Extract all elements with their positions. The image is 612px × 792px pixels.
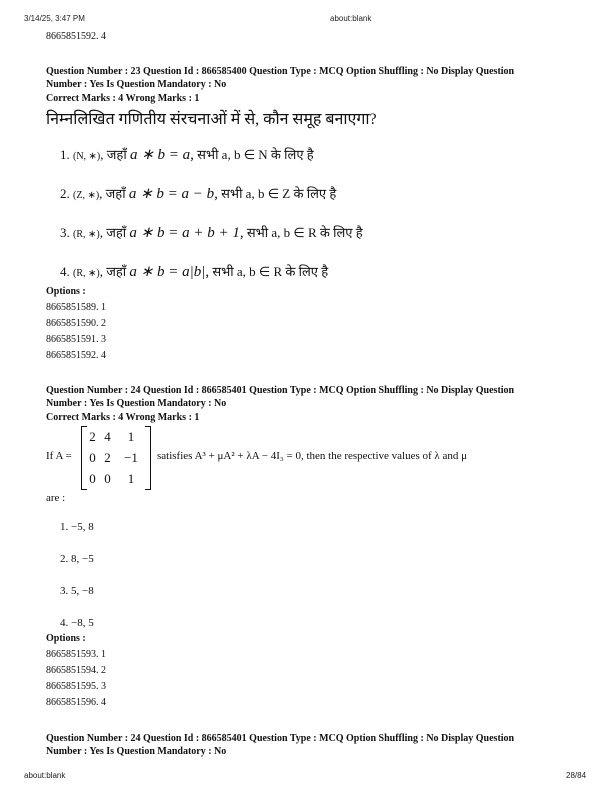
q24-option-4: 8665851596. 4 bbox=[46, 697, 106, 708]
q23-meta-line-1: Question Number : 23 Question Id : 866585400 Question Type : MCQ Option Shuffling : No Display Question bbox=[46, 66, 515, 77]
q23-option-1: 8665851589. 1 bbox=[46, 302, 106, 313]
matrix-cell: −1 bbox=[124, 449, 138, 465]
q24-options-label: Options : bbox=[46, 633, 86, 644]
q24-if-text: If A = bbox=[46, 450, 72, 462]
q24-choice-4: 4. −8, 5 bbox=[60, 617, 94, 629]
print-title: about:blank bbox=[330, 14, 372, 23]
q23-choice-1: 1. (N, ∗), जहाँ a ∗ b = a, सभी a, b ∈ N के लिए है bbox=[60, 147, 314, 163]
q23-question-text: निम्नलिखित गणितीय संरचनाओं में से, कौन समूह बनाएगा? bbox=[46, 111, 377, 128]
choice-number: 3. bbox=[60, 225, 70, 240]
matrix-cell: 4 bbox=[104, 428, 111, 444]
choice-condition: सभी a, b ∈ R के लिए है bbox=[212, 264, 329, 279]
matrix-row bbox=[85, 469, 147, 490]
q24-option-2: 8665851594. 2 bbox=[46, 665, 106, 676]
choice-where: जहाँ bbox=[106, 225, 127, 240]
print-datetime: 3/14/25, 3:47 PM bbox=[24, 14, 85, 23]
q23-choice-2: 2. (Z, ∗), जहाँ a ∗ b = a − b, सभी a, b ∈ Z के लिए है bbox=[60, 186, 337, 202]
q24-matrix bbox=[81, 426, 151, 490]
q24b-meta-line-1: Question Number : 24 Question Id : 866585401 Question Type : MCQ Option Shuffling : No Display Question bbox=[46, 733, 515, 744]
matrix-row bbox=[85, 426, 147, 447]
q24-meta-line-1: Question Number : 24 Question Id : 866585401 Question Type : MCQ Option Shuffling : No Display Question bbox=[46, 385, 515, 396]
choice-where: जहाँ bbox=[105, 186, 126, 201]
q24-option-3: 8665851595. 3 bbox=[46, 681, 106, 692]
choice-condition: सभी a, b ∈ R के लिए है bbox=[246, 225, 363, 240]
choice-number: 4. bbox=[60, 264, 70, 279]
print-page-number: 28/84 bbox=[566, 771, 587, 780]
choice-condition: सभी a, b ∈ Z के लिए है bbox=[221, 186, 337, 201]
choice-number: 2. bbox=[60, 186, 70, 201]
matrix-table bbox=[85, 426, 147, 490]
q23-option-3: 8665851591. 3 bbox=[46, 334, 106, 345]
choice-expression: a ∗ b = a + b + 1, bbox=[129, 225, 244, 241]
choice-condition: सभी a, b ∈ N के लिए है bbox=[197, 147, 314, 162]
choice-expression: a ∗ b = a − b, bbox=[128, 186, 218, 202]
matrix-cell: 0 bbox=[104, 471, 111, 487]
q24-are-text: are : bbox=[46, 492, 66, 504]
q24-option-1: 8665851593. 1 bbox=[46, 649, 106, 660]
q24b-meta-line-2: Number : Yes Is Question Mandatory : No bbox=[46, 746, 227, 757]
matrix-row bbox=[85, 447, 147, 468]
matrix-cell: 0 bbox=[89, 449, 96, 465]
q24-meta-line-2: Number : Yes Is Question Mandatory : No bbox=[46, 398, 227, 409]
matrix-cell: 2 bbox=[89, 428, 96, 444]
q24-satisfies-text: satisfies A³ + μA² + λA − 4I₃ = 0, then the respective values of λ and μ bbox=[157, 450, 468, 462]
matrix-cell: 2 bbox=[104, 449, 111, 465]
q23-choice-3: 3. (R, ∗), जहाँ a ∗ b = a + b + 1, सभी a, b ∈ R के लिए है bbox=[60, 225, 363, 241]
q23-options-label: Options : bbox=[46, 286, 86, 297]
choice-where: जहाँ bbox=[106, 264, 127, 279]
matrix-cell: 0 bbox=[89, 471, 96, 487]
matrix-cell: 1 bbox=[127, 471, 135, 487]
prev-option-tail: 8665851592. 4 bbox=[46, 31, 106, 42]
q23-option-2: 8665851590. 2 bbox=[46, 318, 106, 329]
q24-marks: Correct Marks : 4 Wrong Marks : 1 bbox=[46, 412, 200, 423]
choice-set: (Z, ∗) bbox=[73, 190, 100, 201]
print-footer-url: about:blank bbox=[24, 771, 66, 780]
q24-choice-3: 3. 5, −8 bbox=[60, 585, 94, 597]
choice-number: 1. bbox=[60, 147, 70, 162]
q23-option-4: 8665851592. 4 bbox=[46, 350, 106, 361]
choice-set: (N, ∗) bbox=[73, 151, 101, 162]
matrix-cell: 1 bbox=[127, 428, 135, 444]
choice-set: (R, ∗) bbox=[73, 229, 100, 240]
q23-marks: Correct Marks : 4 Wrong Marks : 1 bbox=[46, 93, 200, 104]
choice-where: जहाँ bbox=[106, 147, 127, 162]
choice-expression: a ∗ b = a|b|, bbox=[129, 264, 210, 280]
choice-set: (R, ∗) bbox=[73, 268, 100, 279]
q24-choice-2: 2. 8, −5 bbox=[60, 553, 94, 565]
q23-meta-line-2: Number : Yes Is Question Mandatory : No bbox=[46, 79, 227, 90]
choice-expression: a ∗ b = a, bbox=[129, 147, 194, 163]
q23-choice-4: 4. (R, ∗), जहाँ a ∗ b = a|b|, सभी a, b ∈ R के लिए है bbox=[60, 264, 329, 280]
q24-choice-1: 1. −5, 8 bbox=[60, 521, 94, 533]
